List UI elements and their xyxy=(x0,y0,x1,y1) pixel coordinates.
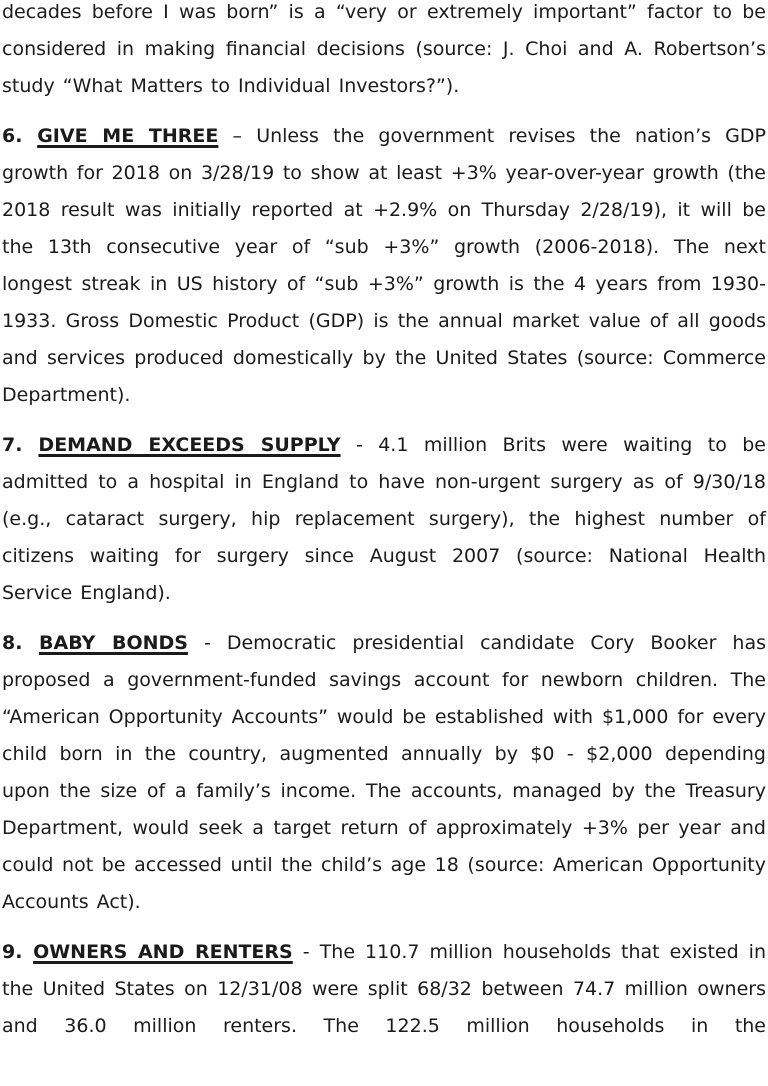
item-baby-bonds xyxy=(2,625,766,921)
item-separator: - xyxy=(203,632,211,654)
item-heading xyxy=(2,941,293,963)
item-separator: - xyxy=(302,941,310,963)
item-body: Unless the government revises the nation’s GDP growth for 2018 on 3/28/19 to show at least +3% year-over-year growth (the 2018 result was initially reported at +2.9% on Thursday 2/28/19), it will be the 13th consecutive year of “sub +3%” growth (2006-2018). The next longest streak in US history of “sub +3%” growth is the 4 years from 1930-1933. Gross Domestic Product (GDP) is the annual market value of all goods and services produced domestically by the United States (source: Commerce Department). xyxy=(2,125,766,406)
document-content xyxy=(2,0,766,1045)
item-separator: – xyxy=(232,125,243,147)
item-number: 6. xyxy=(2,125,23,147)
intro-paragraph-text: decades before I was born” is a “very or extremely important” factor to be considered in making financial decisions (source: J. Choi and A. Robertson’s study “What Matters to Individual Investors?”). xyxy=(2,1,766,97)
item-title: GIVE ME THREE xyxy=(37,125,219,147)
item-number: 7. xyxy=(2,434,23,456)
item-title: OWNERS AND RENTERS xyxy=(33,941,293,963)
item-heading xyxy=(2,632,188,654)
item-body: Democratic presidential candidate Cory Booker has proposed a government-funded savings account for newborn children. The “American Opportunity Accounts” would be established with $1,000 for every child born in the country, augmented annually by $0 - $2,000 depending upon the size of a family’s income. The accounts, managed by the Treasury Department, would seek a target return of approximately +3% per year and could not be accessed until the child’s age 18 (source: American Opportunity Accounts Act). xyxy=(2,632,767,913)
intro-paragraph-continuation xyxy=(2,0,766,105)
item-demand-exceeds-supply xyxy=(2,427,766,612)
item-owners-and-renters xyxy=(2,934,766,1045)
item-title: DEMAND EXCEEDS SUPPLY xyxy=(38,434,341,456)
item-give-me-three xyxy=(2,118,766,414)
item-body: 4.1 million Brits were waiting to be admitted to a hospital in England to have non-urgent surgery as of 9/30/18 (e.g., cataract surgery, hip replacement surgery), the highest number of citizens waiting for surgery since August 2007 (source: National Health Service England). xyxy=(2,434,766,604)
item-separator: - xyxy=(355,434,363,456)
item-heading xyxy=(2,125,218,147)
item-number: 8. xyxy=(2,632,23,654)
item-body: The 110.7 million households that existed in the United States on 12/31/08 were split 68/32 between 74.7 million owners and 36.0 million renters. The 122.5 million households in the xyxy=(2,941,766,1037)
item-number: 9. xyxy=(2,941,23,963)
item-title: BABY BONDS xyxy=(39,632,188,654)
item-heading xyxy=(2,434,341,456)
